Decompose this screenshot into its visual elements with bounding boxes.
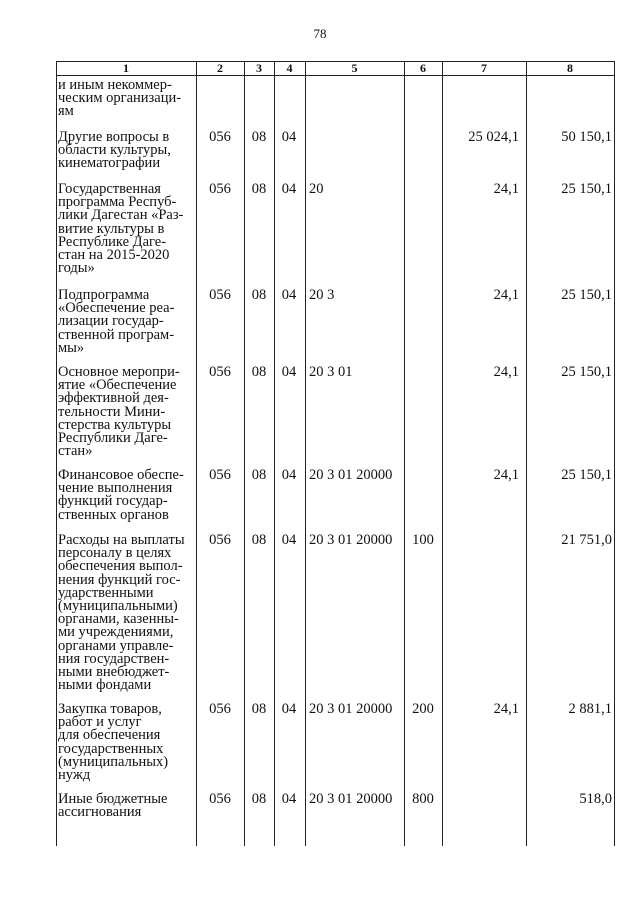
row-name: и иным некоммер- ческим организаци- ям [58,77,182,120]
column-border [56,61,57,846]
row-name: Расходы на выплаты персоналу в целях обеспечения выпол- нения функций гос- ударственными (муниципальными) органами, казенны- ми учреждениями, органами управле- ния государствен- ными внебюджет- ными фондами [58,532,185,694]
column-header: 3 [256,61,262,75]
ministry-code: 056 [209,532,231,548]
row-name: Государственная программа Респуб- лики Дагестан «Раз- витие культуры в Республике Даге- стан на 2015-2020 годы» [58,181,184,277]
target-article-code: 20 3 01 20000 [309,701,393,717]
amount-col8: 25 150,1 [561,181,612,197]
amount-col7: 24,1 [493,181,519,197]
amount-col7: 25 024,1 [468,129,519,145]
row-name: Основное меропри- ятие «Обеспечение эффективной дея- тельности Мини- стерства культуры Республики Даге- стан» [58,364,180,460]
target-article-code: 20 3 01 20000 [309,467,393,483]
column-header: 1 [123,61,129,75]
expense-type-code: 200 [412,701,434,717]
subsection-code: 04 [281,129,297,145]
ministry-code: 056 [209,791,231,807]
ministry-code: 056 [209,287,231,303]
subsection-code: 04 [281,791,297,807]
column-header: 4 [286,61,293,75]
amount-col8: 21 751,0 [561,532,612,548]
subsection-code: 04 [281,701,297,717]
header-bottom-border [56,75,614,76]
column-border [274,61,275,846]
column-header: 8 [567,61,573,75]
section-code: 08 [251,701,267,717]
section-code: 08 [251,467,267,483]
column-header: 6 [420,61,426,75]
section-code: 08 [251,181,267,197]
amount-col8: 50 150,1 [561,129,612,145]
target-article-code: 20 [309,181,324,197]
subsection-code: 04 [281,532,297,548]
target-article-code: 20 3 01 [309,364,353,380]
amount-col8: 25 150,1 [561,287,612,303]
column-header: 7 [481,61,487,75]
amount-col8: 25 150,1 [561,467,612,483]
target-article-code: 20 3 01 20000 [309,532,393,548]
column-border [404,61,405,846]
amount-col8: 2 881,1 [568,701,612,717]
row-name: Другие вопросы в области культуры, кинематографии [58,129,171,172]
section-code: 08 [251,364,267,380]
target-article-code: 20 3 01 20000 [309,791,393,807]
target-article-code: 20 3 [309,287,335,303]
row-name: Финансовое обеспе- чение выполнения функций государ- ственных органов [58,467,184,523]
ministry-code: 056 [209,364,231,380]
section-code: 08 [251,129,267,145]
column-border [244,61,245,846]
subsection-code: 04 [281,287,297,303]
row-name: Иные бюджетные ассигнования [58,791,168,821]
column-border [526,61,527,846]
section-code: 08 [251,791,267,807]
row-name: Закупка товаров, работ и услуг для обеспечения государственных (муниципальных) нужд [58,701,169,784]
column-border [614,61,615,846]
section-code: 08 [251,287,267,303]
subsection-code: 04 [281,364,297,380]
amount-col7: 24,1 [493,701,519,717]
amount-col8: 25 150,1 [561,364,612,380]
ministry-code: 056 [209,129,231,145]
column-header: 2 [217,61,223,75]
amount-col7: 24,1 [493,467,519,483]
amount-col7: 24,1 [493,287,519,303]
row-name: Подпрограмма «Обеспечение реа- лизации государ- ственной програм- мы» [58,287,175,356]
amount-col8: 518,0 [579,791,612,807]
ministry-code: 056 [209,467,231,483]
subsection-code: 04 [281,467,297,483]
expense-type-code: 100 [412,532,434,548]
ministry-code: 056 [209,181,231,197]
column-header: 5 [351,61,358,75]
column-border [442,61,443,846]
amount-col7: 24,1 [493,364,519,380]
expense-type-code: 800 [412,791,434,807]
column-border [305,61,306,846]
ministry-code: 056 [209,701,231,717]
section-code: 08 [251,532,267,548]
subsection-code: 04 [281,181,297,197]
page-number: 78 [313,26,327,41]
